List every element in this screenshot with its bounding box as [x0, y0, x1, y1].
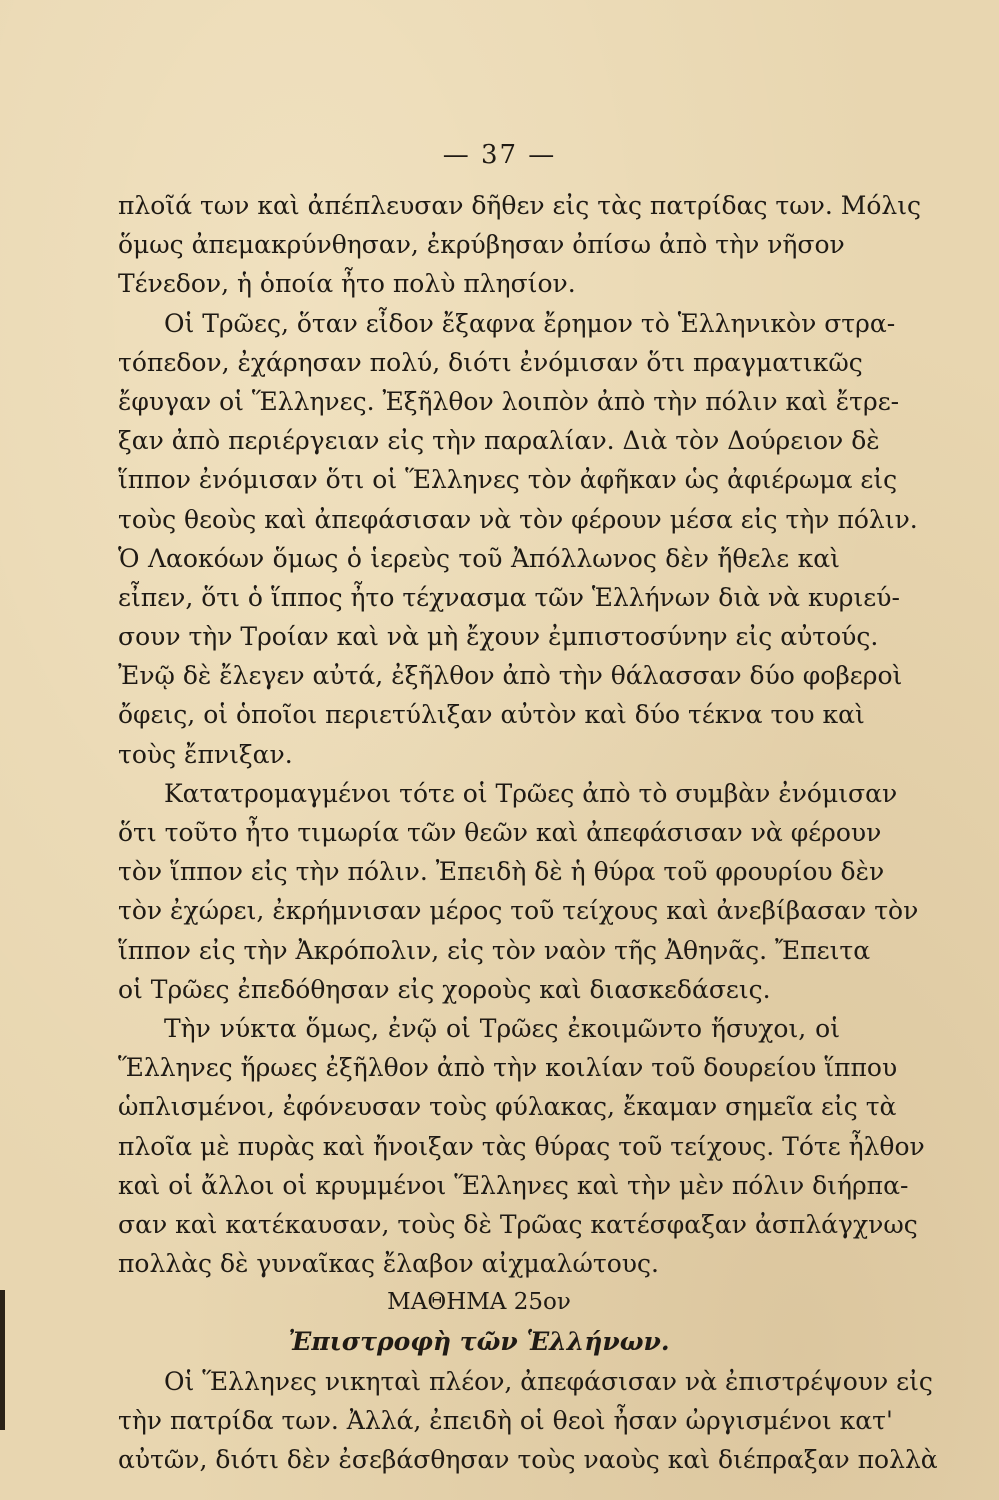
page-number: — 37 —: [442, 140, 557, 170]
body-text: [118, 186, 938, 1479]
text-line: ἔφυγαν οἱ Ἕλληνες. Ἐξῆλθον λοιπὸν ἀπὸ τὴν πόλιν καὶ ἔτρε-: [118, 386, 900, 416]
text-line: σουν τὴν Τροίαν καὶ νὰ μὴ ἔχουν ἐμπιστοσύνην εἰς αὐτούς.: [118, 622, 879, 652]
text-line: ὅμως ἀπεμακρύνθησαν, ἐκρύβησαν ὀπίσω ἀπὸ τὴν νῆσον: [118, 230, 845, 260]
paragraph-2: [118, 304, 918, 774]
text-line: ἵππον εἰς τὴν Ἀκρόπολιν, εἰς τὸν ναὸν τῆς Ἀθηνᾶς. Ἔπειτα: [118, 935, 871, 965]
text-line: Ἕλληνες ἥρωες ἐξῆλθον ἀπὸ τὴν κοιλίαν τοῦ δουρείου ἵππου: [118, 1053, 898, 1083]
text-line: ὅτι τοῦτο ἦτο τιμωρία τῶν θεῶν καὶ ἀπεφάσισαν νὰ φέρουν: [118, 818, 882, 847]
text-line: Οἱ Ἕλληνες νικηταὶ πλέον, ἀπεφάσισαν νὰ ἐπιστρέψουν εἰς: [164, 1366, 933, 1396]
text-line: καὶ οἱ ἄλλοι οἱ κρυμμένοι Ἕλληνες καὶ τὴν μὲν πόλιν διήρπα-: [118, 1170, 909, 1200]
text-line: Ὁ Λαοκόων ὅμως ὁ ἱερεὺς τοῦ Ἀπόλλωνος δὲν ἤθελε καὶ: [118, 543, 840, 573]
text-line: αὐτῶν, διότι δὲν ἐσεβάσθησαν τοὺς ναοὺς καὶ διέπραξαν πολλὰ: [118, 1445, 938, 1474]
lesson-title: Ἐπιστροφὴ τῶν Ἑλλήνων.: [288, 1327, 670, 1357]
paragraph-5: [118, 1362, 938, 1480]
text-line: τὸν ἵππον εἰς τὴν πόλιν. Ἐπειδὴ δὲ ἡ θύρα τοῦ φρουρίου δὲν: [118, 857, 885, 887]
text-line: τοὺς ἔπνιξαν.: [118, 739, 293, 769]
text-line: Κατατρομαγμένοι τότε οἱ Τρῶες ἀπὸ τὸ συμβὰν ἐνόμισαν: [164, 778, 898, 808]
text-line: ἵππον ἐνόμισαν ὅτι οἱ Ἕλληνες τὸν ἀφῆκαν ὡς ἀφιέρωμα εἰς: [118, 465, 898, 495]
text-line: σαν καὶ κατέκαυσαν, τοὺς δὲ Τρῶας κατέσφαξαν ἀσπλάγχνως: [118, 1209, 918, 1239]
text-line: Τένεδον, ἡ ὁποία ἦτο πολὺ πλησίον.: [118, 269, 576, 299]
lesson-heading: ΜΑΘΗΜΑ 25ον: [387, 1289, 571, 1316]
text-line: πλοῖά των καὶ ἀπέπλευσαν δῆθεν εἰς τὰς πατρίδας των. Μόλις: [118, 191, 922, 220]
page-edge-shadow: [0, 1290, 5, 1430]
text-line: ὡπλισμένοι, ἐφόνευσαν τοὺς φύλακας, ἔκαμαν σημεῖα εἰς τὰ: [118, 1092, 897, 1122]
text-line: πολλὰς δὲ γυναῖκας ἔλαβον αἰχμαλώτους.: [118, 1249, 659, 1279]
text-line: τὸν ἐχώρει, ἐκρήμνισαν μέρος τοῦ τείχους καὶ ἀνεβίβασαν τὸν: [118, 896, 919, 926]
text-line: πλοῖα μὲ πυρὰς καὶ ἤνοιξαν τὰς θύρας τοῦ τείχους. Τότε ἦλθον: [118, 1131, 925, 1161]
text-line: τὴν πατρίδα των. Ἀλλά, ἐπειδὴ οἱ θεοὶ ἦσαν ὠργισμένοι κατ': [118, 1405, 893, 1435]
paragraph-3: [118, 774, 919, 1009]
text-line: εἶπεν, ὅτι ὁ ἵππος ἦτο τέχνασμα τῶν Ἑλλήνων διὰ νὰ κυριεύ-: [118, 582, 900, 612]
paragraph-1: [118, 186, 922, 304]
text-line: ξαν ἀπὸ περιέργειαν εἰς τὴν παραλίαν. Διὰ τὸν Δούρειον δὲ: [118, 426, 880, 456]
text-line: ὄφεις, οἱ ὁποῖοι περιετύλιξαν αὐτὸν καὶ δύο τέκνα του καὶ: [118, 700, 865, 730]
text-line: τόπεδον, ἐχάρησαν πολύ, διότι ἐνόμισαν ὅτι πραγματικῶς: [118, 347, 863, 377]
paragraph-4: [118, 1009, 925, 1283]
text-line: Οἱ Τρῶες, ὅταν εἶδον ἔξαφνα ἔρημον τὸ Ἑλληνικὸν στρα-: [164, 308, 896, 338]
text-line: Τὴν νύκτα ὅμως, ἐνῷ οἱ Τρῶες ἐκοιμῶντο ἥσυχοι, οἱ: [164, 1013, 840, 1043]
text-line: Ἐνῷ δὲ ἔλεγεν αὐτά, ἐξῆλθον ἀπὸ τὴν θάλασσαν δύο φοβεροὶ: [118, 661, 903, 691]
text-line: οἱ Τρῶες ἐπεδόθησαν εἰς χοροὺς καὶ διασκεδάσεις.: [118, 974, 771, 1004]
text-line: τοὺς θεοὺς καὶ ἀπεφάσισαν νὰ τὸν φέρουν μέσα εἰς τὴν πόλιν.: [118, 504, 918, 534]
